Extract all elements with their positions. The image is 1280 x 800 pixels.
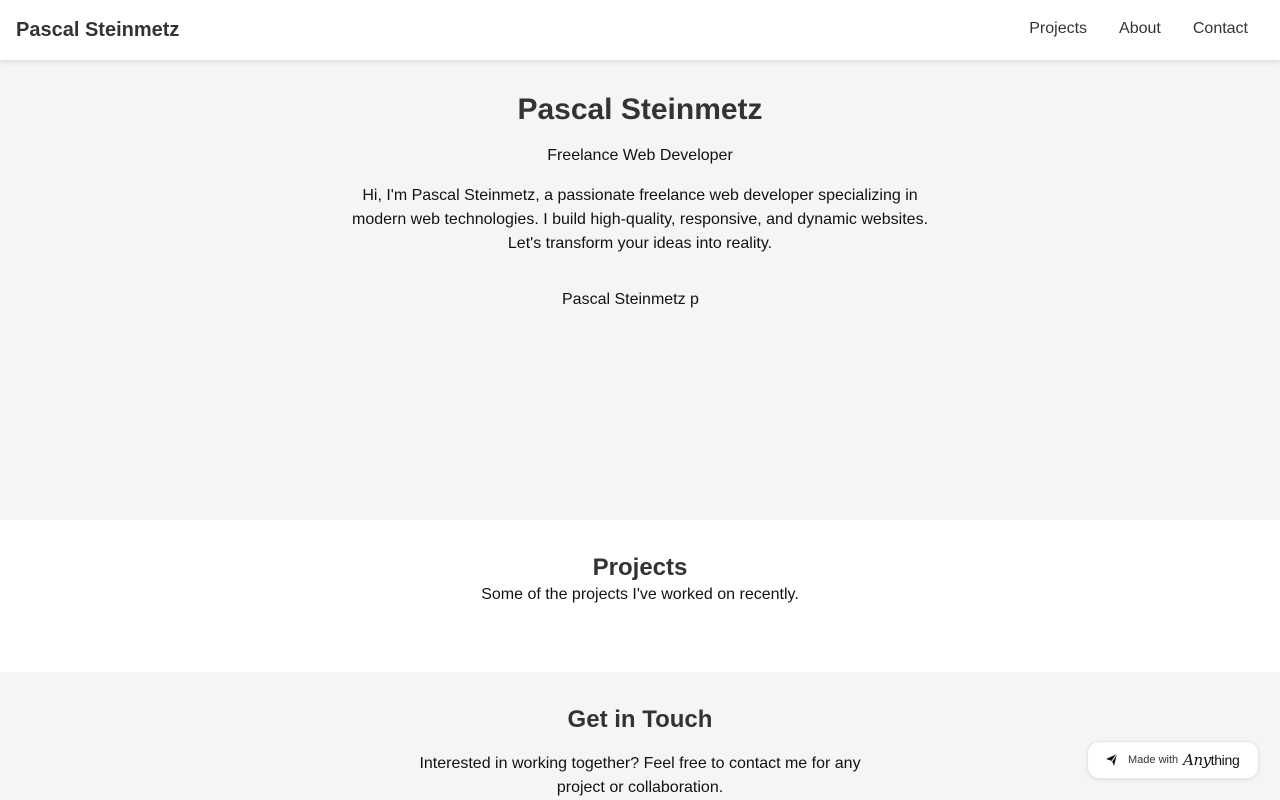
contact-text: Interested in working together? Feel free to contact me for any project or collaboration.: [419, 755, 861, 796]
hero-intro: Hi, I'm Pascal Steinmetz, a passionate freelance web developer specializing in modern web technologies. I build high-quality, responsive, and dynamic websites. Let's transform your ideas into reality.: [351, 187, 929, 252]
contact-section: [0, 672, 1280, 800]
nav-links: [1029, 19, 1248, 39]
projects-section: [0, 520, 1280, 672]
hero-title: Pascal Steinmetz: [517, 93, 763, 126]
wordmark-script: Any: [1183, 751, 1211, 769]
brand-link[interactable]: Pascal Steinmetz: [16, 19, 180, 41]
nav-link-projects[interactable]: Projects: [1029, 20, 1088, 37]
wordmark-rest: thing: [1210, 752, 1240, 768]
hero-section: [0, 60, 1280, 520]
made-with-anything-badge[interactable]: [1087, 741, 1259, 779]
nav-link-about[interactable]: About: [1119, 20, 1161, 37]
profile-image-alt-text: Pascal Steinmetz p: [562, 291, 699, 308]
projects-title: Projects: [592, 554, 688, 581]
contact-title: Get in Touch: [567, 706, 713, 733]
badge-label: Made with: [1128, 754, 1179, 766]
nav-link-contact[interactable]: Contact: [1192, 20, 1248, 37]
profile-image-broken: [562, 288, 699, 312]
navbar: [0, 0, 1280, 60]
anything-logo-icon: [1105, 753, 1119, 767]
hero-subtitle: Freelance Web Developer: [547, 147, 733, 164]
projects-subtitle: Some of the projects I've worked on recently.: [481, 586, 799, 603]
anything-wordmark: [1183, 751, 1239, 769]
